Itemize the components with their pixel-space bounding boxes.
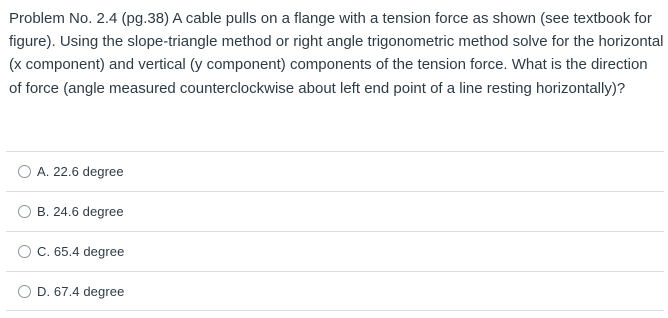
question-text: Problem No. 2.4 (pg.38) A cable pulls on a flange with a tension force as shown (see textbook for figure). Using the slope-triangle method or right angle trigonometric method solve for the horizontal (x component) and vertical (y component) components of the tension force. What is the direction of force (angle measured counterclockwise about left end point of a line resting horizontally)? [9,10,664,97]
answer-list [6,151,664,311]
answer-label-c: C. 65.4 degree [37,244,125,259]
answer-option-a[interactable] [6,151,664,191]
radio-button-d[interactable] [18,285,31,298]
answer-option-d[interactable] [6,271,664,311]
answer-option-c[interactable] [6,231,664,271]
answer-label-a: A. 22.6 degree [37,164,124,179]
answer-label-d: D. 67.4 degree [37,283,125,299]
radio-button-a[interactable] [18,165,31,178]
radio-button-c[interactable] [18,245,31,258]
answer-label-b: B. 24.6 degree [37,204,124,219]
radio-button-b[interactable] [18,205,31,218]
answer-option-b[interactable] [6,191,664,231]
